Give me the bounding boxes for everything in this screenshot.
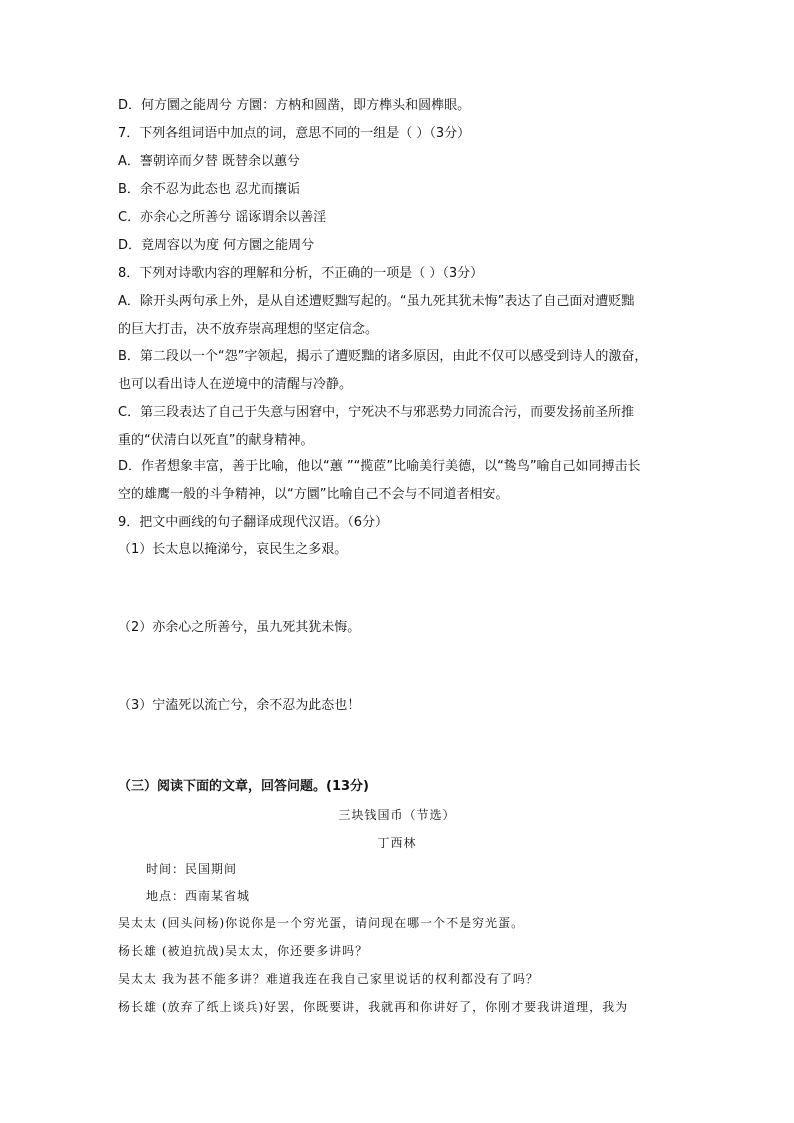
q8-option-d-line2: 空的雄鹰一般的斗争精神，以“方圜”比喻自己不会与不同道者相安。 xyxy=(118,487,509,502)
q8-option-c-line2: 重的“伏清白以死直”的献身精神。 xyxy=(118,433,314,448)
section-3-heading: （三）阅读下面的文章，回答问题。(13分) xyxy=(118,779,369,794)
q8-option-a-line2: 的巨大打击，决不放弃崇高理想的坚定信念。 xyxy=(118,322,379,337)
question-9: 9．把文中画线的句子翻译成现代汉语。（6分） xyxy=(118,515,389,530)
q7-option-c: C．亦余心之所善兮 谣诼谓余以善淫 xyxy=(118,210,327,225)
q8-option-b-line1: B．第二段以一个“怨”字领起，揭示了遭贬黜的诸多原因，由此不仅可以感受到诗人的激奋， xyxy=(118,349,648,364)
q9-item-3: （3）宁溘死以流亡兮，余不忍为此态也！ xyxy=(118,698,361,713)
play-title: 三块钱国币（节选） xyxy=(338,808,456,822)
play-time: 时间：民国期间 xyxy=(146,862,238,876)
q8-option-d-line1: D．作者想象丰富，善于比喻，他以“蕙 ”“揽茝”比喻美行美德，以“鸷鸟”喻自己如同搏击长 xyxy=(118,459,641,474)
q8-option-b-line2: 也可以看出诗人在逆境中的清醒与冷静。 xyxy=(118,377,353,392)
question-7: 7．下列各组词语中加点的词，意思不同的一组是（ ）（3分） xyxy=(118,126,471,141)
play-author: 丁西林 xyxy=(377,836,417,850)
q7-option-d: D．竟周容以为度 何方圜之能周兮 xyxy=(118,238,315,253)
dialogue-line: 吴太太 (回头问杨)你说你是一个穷光蛋，请问现在哪一个不是穷光蛋。 xyxy=(118,916,525,930)
q9-item-1: （1）长太息以掩涕兮，哀民生之多艰。 xyxy=(118,542,348,557)
q8-option-c-line1: C．第三段表达了自己于失意与困窘中，宁死决不与邪恶势力同流合污，而要发扬前圣所推 xyxy=(118,405,635,420)
dialogue-line: 吴太太 我为甚不能多讲？难道我连在我自己家里说话的权利都没有了吗？ xyxy=(118,972,539,986)
option-d-line: D．何方圜之能周兮 方圜：方枘和圆凿，即方榫头和圆榫眼。 xyxy=(118,98,471,113)
play-place: 地点：西南某省城 xyxy=(146,889,251,903)
q9-item-2: （2）亦余心之所善兮，虽九死其犹未悔。 xyxy=(118,620,361,635)
question-8: 8．下列对诗歌内容的理解和分析，不正确的一项是（ ）（3分） xyxy=(118,266,484,281)
dialogue-line: 杨长雄 (被迫抗战)吴太太，你还要多讲吗？ xyxy=(118,944,369,958)
q7-option-b: B．余不忍为此态也 忍尤而攘诟 xyxy=(118,182,301,197)
q8-option-a-line1: A．除开头两句承上外，是从自述遭贬黜写起的。“虽九死其犹未悔”表达了自己面对遭贬黜 xyxy=(118,294,635,309)
q7-option-a: A．謇朝谇而夕替 既替余以蕙兮 xyxy=(118,154,301,169)
dialogue-line: 杨长雄 (放弃了纸上谈兵)好罢，你既要讲，我就再和你讲好了，你刚才要我讲道理，我为 xyxy=(118,1000,629,1014)
